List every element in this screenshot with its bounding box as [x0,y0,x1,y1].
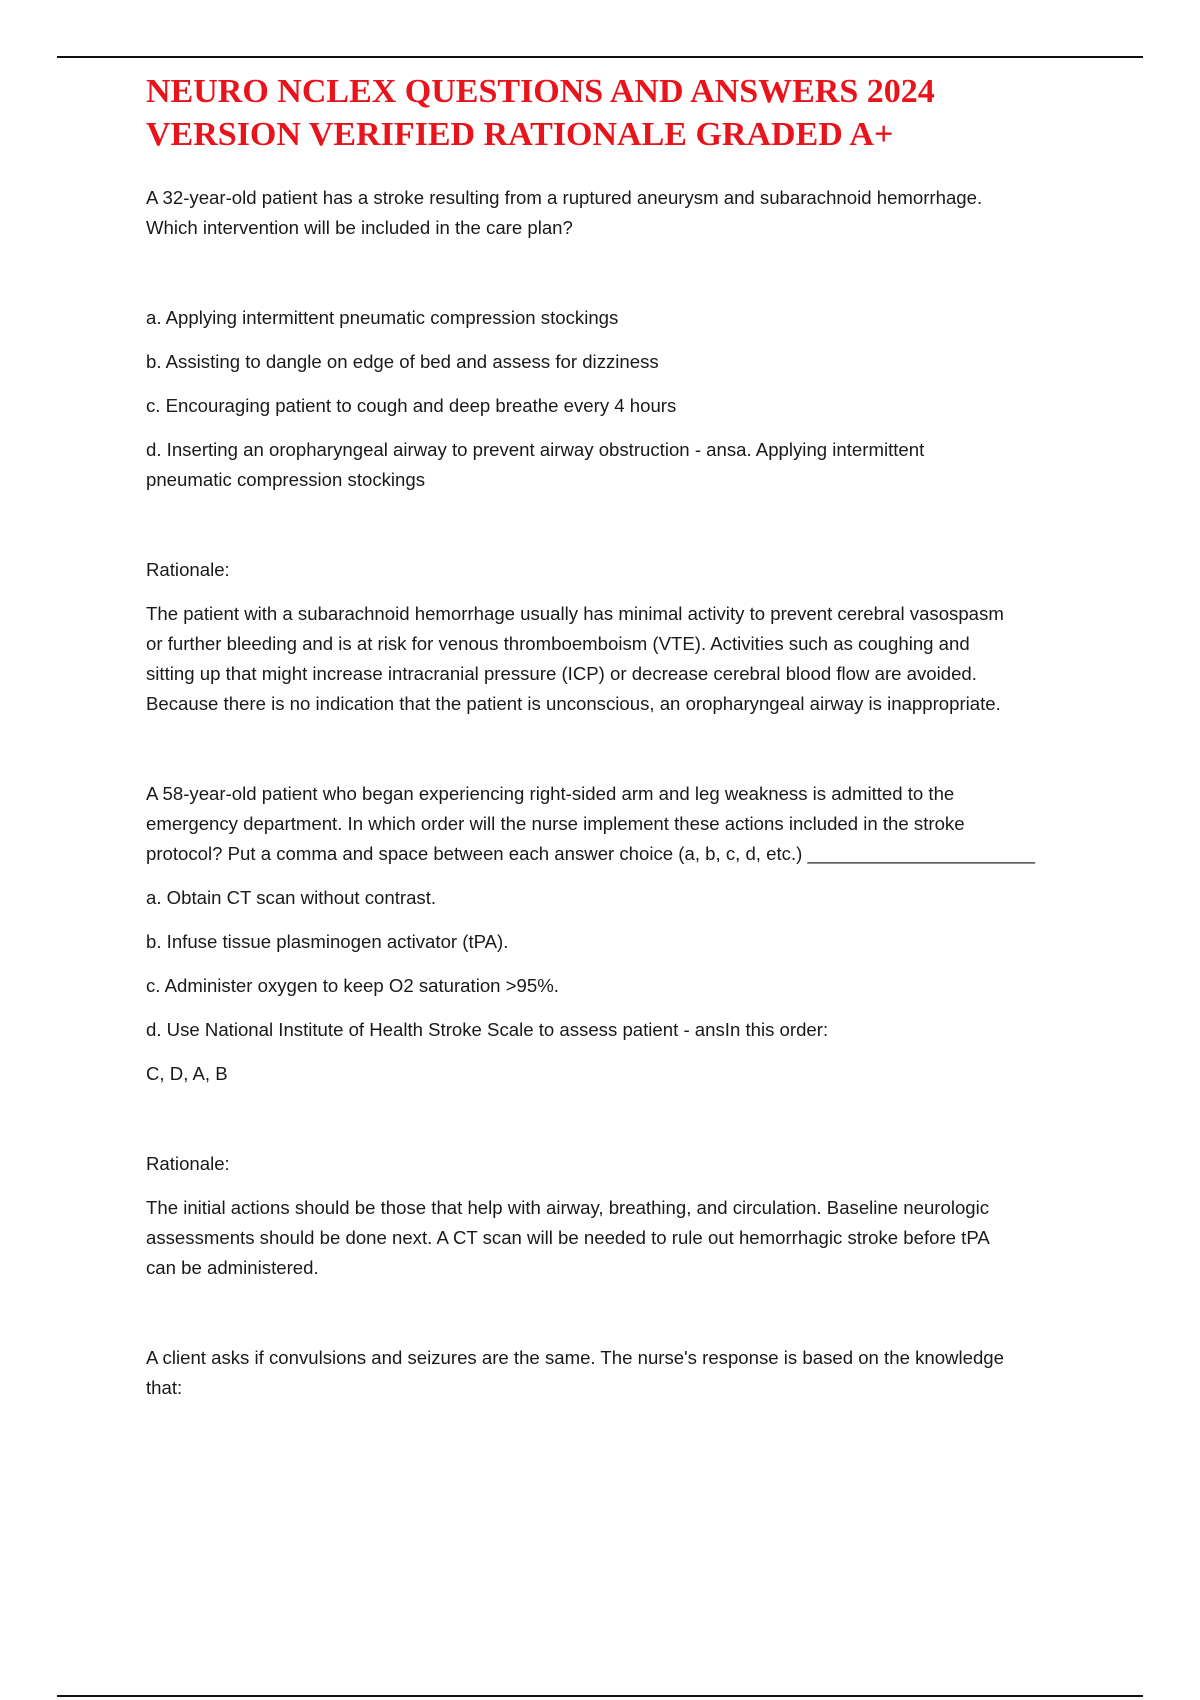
q2-stem-line-1: A 58-year-old patient who began experiencing right-sided arm and leg weakness is admitted to the [146,783,955,804]
q1-stem-line-1: A 32-year-old patient has a stroke resulting from a ruptured aneurysm and subarachnoid hemorrhage. [146,187,983,208]
q1-stem-line-2: Which intervention will be included in the care plan? [146,217,573,238]
q2-option-c: c. Administer oxygen to keep O2 saturation >95%. [146,975,559,996]
bottom-rule [57,1695,1143,1697]
document-body [146,183,1096,1403]
question-1 [146,183,1096,719]
q2-rationale-line-2: assessments should be done next. A CT scan will be needed to rule out hemorrhagic stroke before tPA [146,1227,990,1248]
q2-rationale-text [146,1193,1096,1283]
q1-option-a: a. Applying intermittent pneumatic compression stockings [146,307,619,328]
q1-rationale-text [146,599,1096,719]
question-3-stem [146,1343,1096,1403]
q2-stem-line-2: emergency department. In which order will the nurse implement these actions included in the stroke [146,813,965,834]
q2-stem-line-3: protocol? Put a comma and space between each answer choice (a, b, c, d, etc.) ______________________ [146,843,1035,864]
q1-option-b: b. Assisting to dangle on edge of bed and assess for dizziness [146,351,659,372]
q1-rationale-line-4: Because there is no indication that the patient is unconscious, an oropharyngeal airway is inappropriate. [146,693,1001,714]
q1-option-d-line-1: d. Inserting an oropharyngeal airway to prevent airway obstruction - ansa. Applying intermittent [146,439,925,460]
q1-rationale-line-3: sitting up that might increase intracranial pressure (ICP) or decrease cerebral blood flow are avoided. [146,663,977,684]
q2-option-d: d. Use National Institute of Health Stroke Scale to assess patient - ansIn this order: [146,1019,829,1040]
q1-option-d-line-2: pneumatic compression stockings [146,469,426,490]
q2-option-b: b. Infuse tissue plasminogen activator (tPA). [146,931,509,952]
title-line-1: NEURO NCLEX QUESTIONS AND ANSWERS 2024 [146,73,935,110]
q1-rationale-line-2: or further bleeding and is at risk for venous thromboemboism (VTE). Activities such as coughing and [146,633,970,654]
q1-rationale-line-1: The patient with a subarachnoid hemorrhage usually has minimal activity to prevent cerebral vasospasm [146,603,1004,624]
title-line-2: VERSION VERIFIED RATIONALE GRADED A+ [146,116,894,153]
q2-rationale-line-1: The initial actions should be those that help with airway, breathing, and circulation. Baseline neurologic [146,1197,990,1218]
q1-rationale-label: Rationale: [146,559,230,580]
q1-option-d [146,435,1096,495]
question-1-stem [146,183,1096,243]
top-rule [57,56,1143,58]
q2-rationale-line-3: can be administered. [146,1257,319,1278]
q2-option-a: a. Obtain CT scan without contrast. [146,887,437,908]
page-title [146,70,1106,156]
question-2 [146,779,1096,1283]
q2-rationale-label: Rationale: [146,1153,230,1174]
question-2-stem [146,779,1096,869]
q3-stem-line-1: A client asks if convulsions and seizures are the same. The nurse's response is based on the knowledge [146,1347,1004,1368]
q3-stem-line-2: that: [146,1377,183,1398]
q2-answer: C, D, A, B [146,1063,228,1084]
question-3 [146,1343,1096,1403]
q1-option-c: c. Encouraging patient to cough and deep breathe every 4 hours [146,395,677,416]
